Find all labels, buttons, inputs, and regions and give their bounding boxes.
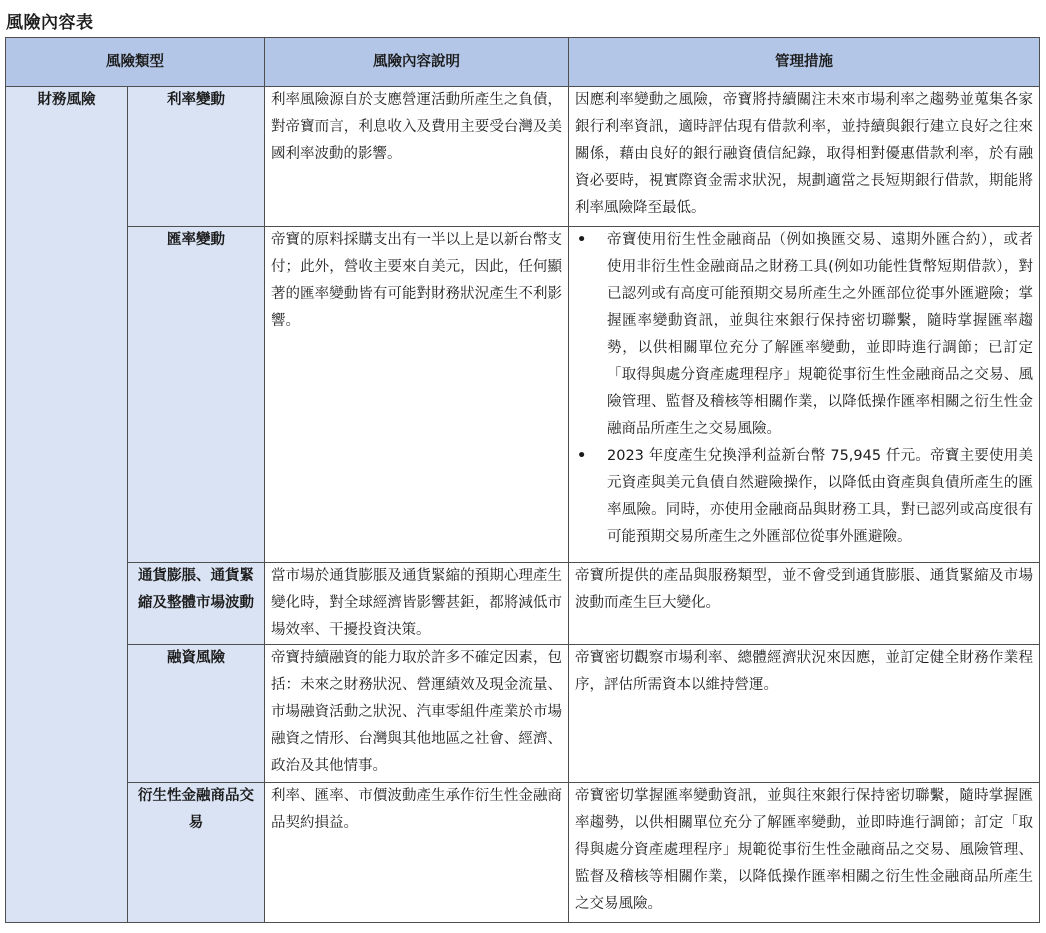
risk-subtype: 衍生性金融商品交易 <box>128 783 265 923</box>
list-item <box>575 443 1033 551</box>
bullet-icon: • <box>577 232 587 248</box>
risk-description: 當市場於通貨膨脹及通貨緊縮的預期心理產生變化時，對全球經濟皆影響甚鉅，都將減低市場效率、干擾投資決策。 <box>265 563 569 645</box>
risk-content-table <box>5 37 1040 923</box>
table-row <box>6 563 1040 645</box>
bullet-text: 2023 年度產生兌換淨利益新台幣 75,945 仟元。帝寶主要使用美元資產與美元負債自然避險操作，以降低由資產與負債所產生的匯率風險。同時，亦使用金融商品與財務工具，對已認列或高度很有可能預期交易所產生之外匯部位從事外匯避險。 <box>607 448 1033 545</box>
table-row <box>6 227 1040 563</box>
management-measure: 帝寶密切觀察市場利率、總體經濟狀況來因應，並訂定健全財務作業程序，評估所需資本以維持營運。 <box>569 645 1040 783</box>
list-item <box>575 227 1033 443</box>
table-row <box>6 783 1040 923</box>
bullet-text: 帝寶使用衍生性金融商品（例如換匯交易、遠期外匯合約），或者使用非衍生性金融商品之財務工具(例如功能性貨幣短期借款），對已認列或有高度可能預期交易所產生之外匯部位從事外匯避險；掌握匯率變動資訊，並與往來銀行保持密切聯繫，隨時掌握匯率趨勢，以供相關單位充分了解匯率變動，並即時進行調節；已訂定「取得與處分資產處理程序」規範從事衍生性金融商品之交易、風險管理、監督及稽核等相關作業，以降低操作匯率相關之衍生性金融商品所產生之交易風險。 <box>607 232 1033 437</box>
risk-category: 財務風險 <box>6 87 128 923</box>
header-management-measures: 管理措施 <box>569 38 1040 87</box>
management-measure <box>569 227 1040 563</box>
management-bullet-list <box>575 227 1033 551</box>
risk-description: 利率、匯率、市價波動產生承作衍生性金融商品契約損益。 <box>265 783 569 923</box>
management-measure: 帝寶所提供的產品與服務類型，並不會受到通貨膨脹、通貨緊縮及市場波動而產生巨大變化。 <box>569 563 1040 645</box>
risk-subtype: 利率變動 <box>128 87 265 227</box>
page-title: 風險內容表 <box>6 13 94 33</box>
risk-subtype: 融資風險 <box>128 645 265 783</box>
risk-subtype: 匯率變動 <box>128 227 265 563</box>
table-row <box>6 645 1040 783</box>
management-measure: 因應利率變動之風險，帝寶將持續關注未來市場利率之趨勢並蒐集各家銀行利率資訊，適時評估現有借款利率，並持續與銀行建立良好之往來關係，藉由良好的銀行融資債信紀錄，取得相對優惠借款利率，於有融資必要時，視實際資金需求狀況，規劃適當之長短期銀行借款，期能將利率風險降至最低。 <box>569 87 1040 227</box>
risk-description: 利率風險源自於支應營運活動所產生之負債，對帝寶而言，利息收入及費用主要受台灣及美國利率波動的影響。 <box>265 87 569 227</box>
header-risk-type: 風險類型 <box>6 38 265 87</box>
management-measure: 帝寶密切掌握匯率變動資訊，並與往來銀行保持密切聯繫，隨時掌握匯率趨勢，以供相關單位充分了解匯率變動，並即時進行調節；訂定「取得與處分資產處理程序」規範從事衍生性金融商品之交易、風險管理、監督及稽核等相關作業，以降低操作匯率相關之衍生性金融商品所產生之交易風險。 <box>569 783 1040 923</box>
risk-description: 帝寶的原料採購支出有一半以上是以新台幣支付；此外，營收主要來自美元，因此，任何顯著的匯率變動皆有可能對財務狀況產生不利影響。 <box>265 227 569 563</box>
table-header-row <box>6 38 1040 87</box>
bullet-icon: • <box>577 448 587 464</box>
risk-subtype: 通貨膨脹、通貨緊縮及整體市場波動 <box>128 563 265 645</box>
risk-description: 帝寶持續融資的能力取於許多不確定因素，包括：未來之財務狀況、營運績效及現金流量、市場融資活動之狀況、汽車零組件產業於市場融資之情形、台灣與其他地區之社會、經濟、政治及其他情事。 <box>265 645 569 783</box>
table-row <box>6 87 1040 227</box>
header-risk-description: 風險內容說明 <box>265 38 569 87</box>
